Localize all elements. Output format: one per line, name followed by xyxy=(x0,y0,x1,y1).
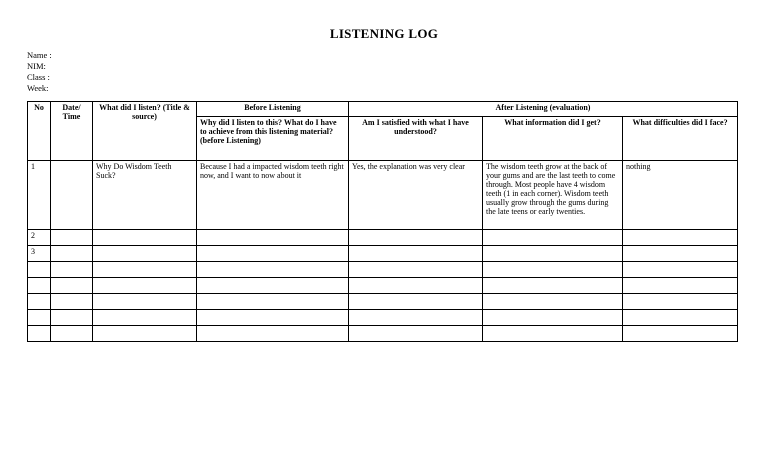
cell-difficulties xyxy=(623,310,738,326)
cell-before: Because I had a impacted wisdom teeth right now, and I want to now about it xyxy=(197,161,349,230)
cell-before xyxy=(197,294,349,310)
cell-info xyxy=(483,326,623,342)
cell-before xyxy=(197,278,349,294)
cell-date xyxy=(51,246,93,262)
cell-info xyxy=(483,278,623,294)
cell-info xyxy=(483,246,623,262)
week-field: Week: xyxy=(27,83,49,93)
cell-satisfied xyxy=(349,278,483,294)
cell-no: 2 xyxy=(28,230,51,246)
cell-difficulties xyxy=(623,326,738,342)
page-title: LISTENING LOG xyxy=(329,26,439,41)
cell-difficulties xyxy=(623,230,738,246)
header-information: What information did I get? xyxy=(483,117,623,161)
header-difficulties: What difficulties did I face? xyxy=(623,117,738,161)
cell-no xyxy=(28,278,51,294)
cell-satisfied xyxy=(349,230,483,246)
cell-date xyxy=(51,326,93,342)
cell-satisfied xyxy=(349,262,483,278)
cell-date xyxy=(51,278,93,294)
table-row xyxy=(28,262,738,278)
cell-no: 3 xyxy=(28,246,51,262)
cell-what xyxy=(93,278,197,294)
table-row xyxy=(28,294,738,310)
cell-date xyxy=(51,262,93,278)
header-before-listening: Before Listening xyxy=(197,102,349,117)
cell-what xyxy=(93,294,197,310)
header-no: No xyxy=(28,102,51,161)
cell-no xyxy=(28,262,51,278)
cell-what xyxy=(93,230,197,246)
header-why-listen: Why did I listen to this? What do I have to achieve from this listening material? (before Listening) xyxy=(197,117,349,161)
table-row xyxy=(28,230,738,246)
cell-date xyxy=(51,310,93,326)
cell-date xyxy=(51,230,93,246)
cell-info: The wisdom teeth grow at the back of your gums and are the last teeth to come through. Most people have 4 wisdom teeth (1 in each corner). Wisdom teeth usually grow through the gums during the late teens or early twenties. xyxy=(483,161,623,230)
cell-satisfied xyxy=(349,326,483,342)
cell-info xyxy=(483,310,623,326)
cell-before xyxy=(197,326,349,342)
cell-before xyxy=(197,246,349,262)
cell-before xyxy=(197,230,349,246)
cell-difficulties xyxy=(623,278,738,294)
header-what-listened: What did I listen? (Title & source) xyxy=(93,102,197,161)
cell-difficulties xyxy=(623,294,738,310)
table-row xyxy=(28,161,738,230)
cell-difficulties: nothing xyxy=(623,161,738,230)
cell-no xyxy=(28,326,51,342)
cell-difficulties xyxy=(623,262,738,278)
cell-info xyxy=(483,294,623,310)
cell-no xyxy=(28,294,51,310)
header-date-time: Date/ Time xyxy=(51,102,93,161)
header-satisfied: Am I satisfied with what I have understood? xyxy=(349,117,483,161)
cell-date xyxy=(51,161,93,230)
cell-what xyxy=(93,326,197,342)
cell-no xyxy=(28,310,51,326)
cell-difficulties xyxy=(623,246,738,262)
cell-info xyxy=(483,230,623,246)
table-row xyxy=(28,326,738,342)
name-field: Name : xyxy=(27,50,52,60)
cell-satisfied xyxy=(349,294,483,310)
table-row xyxy=(28,246,738,262)
cell-no: 1 xyxy=(28,161,51,230)
table-row xyxy=(28,278,738,294)
table-row xyxy=(28,310,738,326)
header-after-listening: After Listening (evaluation) xyxy=(349,102,738,117)
cell-what xyxy=(93,262,197,278)
cell-before xyxy=(197,262,349,278)
cell-what xyxy=(93,246,197,262)
cell-date xyxy=(51,294,93,310)
listening-log-table xyxy=(27,101,738,342)
cell-what xyxy=(93,310,197,326)
student-info xyxy=(27,50,52,94)
nim-field: NIM: xyxy=(27,61,46,71)
cell-what: Why Do Wisdom Teeth Suck? xyxy=(93,161,197,230)
class-field: Class : xyxy=(27,72,50,82)
cell-info xyxy=(483,262,623,278)
cell-before xyxy=(197,310,349,326)
cell-satisfied xyxy=(349,310,483,326)
cell-satisfied: Yes, the explanation was very clear xyxy=(349,161,483,230)
cell-satisfied xyxy=(349,246,483,262)
